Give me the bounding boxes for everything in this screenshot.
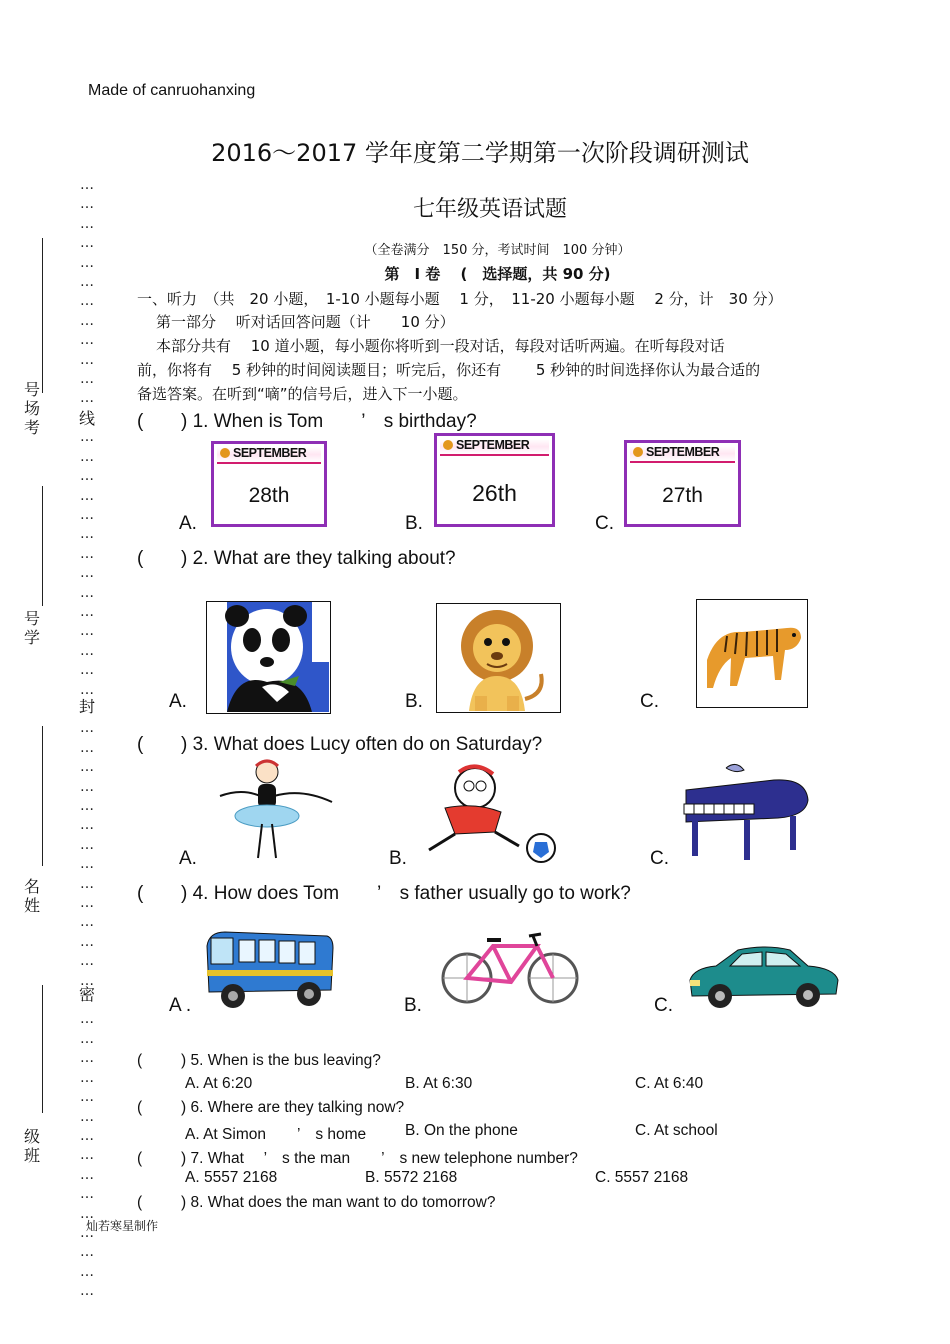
margin-dot: …: [80, 739, 94, 756]
calendar-option-c: [624, 440, 741, 527]
margin-rule: [42, 985, 43, 1113]
question-3: [137, 734, 542, 756]
margin-dot: …: [80, 254, 94, 271]
exam-note: （全卷满分 150 分，考试时间 100 分钟）: [364, 243, 631, 258]
q5-option-c[interactable]: C. At 6:40: [635, 1075, 704, 1092]
question-text: ) 4. How does Tom ’ s father usually go to work?: [181, 883, 631, 904]
question-6: [137, 1099, 404, 1117]
fold-mark-line: 线: [79, 409, 96, 428]
calendar-month: SEPTEMBER: [456, 438, 530, 452]
margin-label-char: 级: [23, 1127, 40, 1146]
bicycle-image: [441, 922, 581, 1007]
option-a-label[interactable]: A .: [169, 995, 192, 1016]
label-student-id: [22, 609, 42, 647]
margin-dot: …: [80, 856, 94, 873]
margin-label-char: 名: [23, 877, 40, 896]
question-text: ) 6. Where are they talking now?: [181, 1099, 405, 1116]
q7-option-b[interactable]: B. 5572 2168: [365, 1169, 458, 1186]
calendar-option-a: [211, 441, 327, 527]
margin-dot: …: [80, 565, 94, 582]
label-class: [22, 1127, 42, 1165]
instructions-line-2: 前，你将有 5 秒钟的时间阅读题目；听完后，你还有 5 秒钟的时间选择你认为最合适的: [137, 361, 761, 379]
margin-label-char: 姓: [23, 896, 40, 915]
fold-mark-sealed: 密: [79, 985, 96, 1004]
bus-image: [203, 926, 336, 1012]
margin-dot: …: [80, 798, 94, 814]
margin-dot: …: [80, 953, 94, 970]
answer-blank[interactable]: (: [137, 1052, 143, 1069]
margin-dot: …: [80, 215, 94, 232]
label-name: [22, 877, 42, 915]
tiger-image: [696, 599, 808, 708]
margin-dot: …: [80, 351, 94, 368]
football-player-image: [415, 760, 560, 865]
margin-dot: …: [80, 332, 94, 349]
q7-option-a[interactable]: A. 5557 2168: [185, 1169, 278, 1186]
margin-dot: …: [80, 293, 94, 310]
header-note: Made of canruohanxing: [88, 82, 256, 99]
fold-mark-seal: 封: [79, 697, 96, 716]
margin-dot: …: [80, 1050, 94, 1067]
q5-option-b[interactable]: B. At 6:30: [405, 1075, 473, 1092]
margin-dot: …: [80, 933, 94, 950]
calendar-day: 26th: [472, 480, 517, 506]
margin-dot: …: [80, 623, 94, 640]
margin-label-char: 考: [23, 418, 40, 437]
margin-dot: …: [80, 312, 94, 329]
question-text: ) 8. What does the man want to do tomorrow?: [181, 1194, 496, 1211]
margin-dot: …: [80, 1224, 94, 1241]
option-a-label[interactable]: A.: [179, 513, 197, 534]
margin-dot: …: [80, 1283, 94, 1300]
q5-option-a[interactable]: A. At 6:20: [185, 1075, 253, 1092]
instructions-line-3: 备选答案。在听到“嘀”的信号后，进入下一小题。: [137, 385, 468, 403]
margin-label-char: 场: [23, 399, 40, 418]
question-text: ) 1. When is Tom ’ s birthday?: [181, 411, 477, 432]
ballet-dancer-image: [212, 758, 347, 863]
question-7: [137, 1146, 578, 1168]
q6-option-b[interactable]: B. On the phone: [405, 1122, 518, 1139]
section-title: 第 I 卷 ( 选择题，共 90 分): [384, 265, 611, 283]
margin-dot: …: [80, 545, 94, 562]
margin-rule: [42, 726, 43, 866]
margin-dot: …: [80, 778, 94, 795]
question-text: ) 3. What does Lucy often do on Saturday?: [181, 734, 543, 755]
calendar-month: SEPTEMBER: [646, 445, 720, 459]
answer-blank[interactable]: (: [137, 548, 144, 569]
margin-dot: …: [80, 468, 94, 485]
margin-label-char: 班: [23, 1146, 40, 1165]
question-1: [137, 406, 477, 433]
margin-dot: …: [80, 506, 94, 523]
option-c-label[interactable]: C.: [640, 691, 659, 712]
margin-label-char: 号: [23, 609, 40, 628]
margin-dot: …: [80, 487, 94, 504]
margin-dot: …: [80, 875, 94, 892]
margin-dot: …: [80, 836, 94, 853]
q6-option-a[interactable]: A. At Simon ’ s home: [185, 1126, 367, 1143]
label-exam-room: [22, 380, 42, 437]
margin-dot: …: [80, 1186, 94, 1203]
part-subheading: 第一部分 听对话回答问题（计 10 分）: [156, 313, 455, 331]
answer-blank[interactable]: (: [137, 734, 144, 755]
piano-image: [678, 760, 813, 865]
option-c-label[interactable]: C.: [595, 513, 614, 534]
margin-dot: …: [80, 642, 94, 659]
answer-blank[interactable]: (: [137, 411, 144, 432]
car-image: [686, 940, 841, 1010]
instructions-line-1: 本部分共有 10 道小题，每小题你将听到一段对话，每段对话听两遍。在听每段对话: [156, 337, 725, 355]
margin-dot: …: [80, 972, 94, 989]
answer-blank[interactable]: (: [137, 883, 144, 904]
option-c-label[interactable]: C.: [654, 995, 673, 1016]
calendar-day: 27th: [662, 484, 703, 507]
margin-dot: …: [80, 817, 94, 834]
margin-dot: …: [80, 1263, 94, 1280]
margin-dot: …: [80, 196, 94, 213]
margin-dot: …: [80, 1030, 94, 1047]
margin-dot: …: [80, 1147, 94, 1164]
question-text: ) 5. When is the bus leaving?: [181, 1052, 381, 1069]
margin-dot: …: [80, 662, 94, 679]
option-a-label[interactable]: A.: [169, 691, 187, 712]
calendar-day: 28th: [248, 484, 290, 507]
margin-rule: [42, 486, 43, 606]
margin-dot: …: [80, 895, 94, 912]
margin-dot: …: [80, 235, 94, 252]
margin-dot: …: [80, 274, 94, 291]
lion-image: [436, 603, 561, 713]
binding-margin-dots: [80, 176, 100, 1302]
margin-dot: …: [80, 390, 94, 407]
answer-blank[interactable]: (: [137, 1150, 143, 1167]
option-b-label[interactable]: B.: [404, 995, 422, 1016]
option-b-label[interactable]: B.: [405, 691, 423, 712]
question-5: [137, 1052, 381, 1070]
page-subtitle: 七年级英语试题: [412, 197, 567, 222]
q7-option-c[interactable]: C. 5557 2168: [595, 1169, 689, 1186]
margin-dot: …: [80, 1166, 94, 1183]
margin-dot: …: [80, 1011, 94, 1028]
margin-dot: …: [80, 1089, 94, 1106]
question-text: ) 7. What ’ s the man ’ s new telephone number?: [181, 1150, 578, 1167]
question-text: ) 2. What are they talking about?: [181, 548, 456, 569]
answer-blank[interactable]: (: [137, 1194, 143, 1211]
option-b-label[interactable]: B.: [389, 848, 407, 869]
margin-dot: …: [80, 1127, 94, 1144]
q6-option-c[interactable]: C. At school: [635, 1122, 718, 1139]
option-c-label[interactable]: C.: [650, 848, 669, 869]
margin-label-char: 学: [23, 628, 40, 647]
margin-dot: …: [80, 177, 94, 193]
question-4: [137, 878, 631, 905]
margin-dot: …: [80, 914, 94, 931]
margin-dot: …: [80, 429, 94, 446]
margin-dot: …: [80, 448, 94, 465]
margin-label-char: 号: [23, 380, 40, 399]
calendar-option-b: [434, 433, 555, 527]
margin-dot: …: [80, 526, 94, 543]
margin-dot: …: [80, 1069, 94, 1086]
calendar-month: SEPTEMBER: [233, 446, 307, 460]
margin-rule: [42, 238, 43, 393]
panda-image: [206, 601, 331, 714]
margin-dot: …: [80, 1244, 94, 1261]
page-title: 2016～2017 学年度第二学期第一次阶段调研测试: [211, 139, 749, 167]
margin-dot: …: [80, 603, 94, 620]
margin-dot: …: [80, 371, 94, 388]
option-a-label[interactable]: A.: [179, 848, 197, 869]
margin-dot: …: [80, 584, 94, 601]
part-heading: 一、听力 （共 20 小题， 1-10 小题每小题 1 分， 11-20 小题每小题 2 分，计 30 分）: [137, 290, 783, 308]
margin-dot: …: [80, 681, 94, 698]
margin-dot: …: [80, 759, 94, 776]
answer-blank[interactable]: (: [137, 1099, 143, 1116]
margin-dot: …: [80, 1108, 94, 1125]
margin-dot: …: [80, 720, 94, 737]
question-2: [137, 548, 456, 570]
option-b-label[interactable]: B.: [405, 513, 423, 534]
question-8: [137, 1194, 495, 1212]
footer-note: 灿若寒星制作: [86, 1219, 159, 1233]
margin-dot: …: [80, 1205, 94, 1222]
